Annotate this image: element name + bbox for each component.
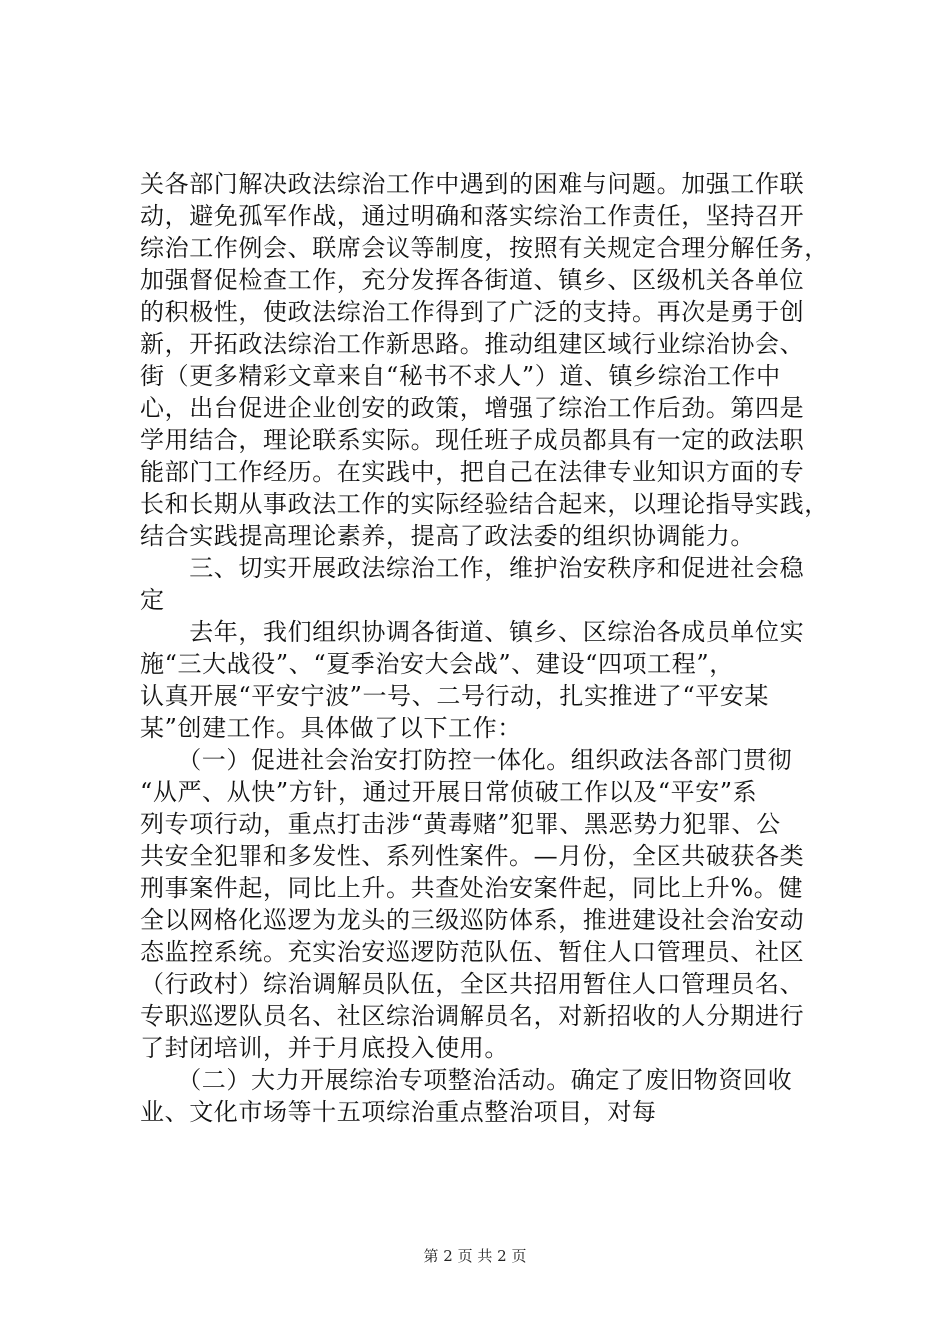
text-line: 结合实践提高理论素养，提高了政法委的组织协调能力。 (140, 522, 755, 550)
text-line: 加强督促检查工作，充分发挥各街道、镇乡、区级机关各单位 (140, 266, 805, 294)
page-footer: 第 2 页 共 2 页 (423, 1247, 527, 1265)
text-line: 态监控系统。充实治安巡逻防范队伍、暂住人口管理员、社区 (140, 938, 805, 966)
text-line: 列专项行动，重点打击涉“黄毒赌”犯罪、黑恶势力犯罪、公 (140, 810, 781, 838)
text-line: 某”创建工作。具体做了以下工作： (140, 714, 522, 742)
text-line: 定 (140, 586, 165, 614)
text-line: （行政村）综治调解员队伍，全区共招用暂住人口管理员名、 (140, 970, 805, 998)
text-line: 刑事案件起，同比上升。共查处治安案件起，同比上升%。健 (140, 874, 804, 902)
text-line: （一）促进社会治安打防控一体化。组织政法各部门贯彻 (140, 746, 793, 774)
text-line: 三、切实开展政法综治工作，维护治安秩序和促进社会稳 (140, 554, 805, 582)
text-line: 的积极性，使政法综治工作得到了广泛的支持。再次是勇于创 (140, 298, 805, 326)
text-line: 学用结合，理论联系实际。现任班子成员都具有一定的政法职 (140, 426, 805, 454)
text-line: 长和长期从事政法工作的实际经验结合起来，以理论指导实践， (140, 490, 829, 518)
text-line: 共安全犯罪和多发性、系列性案件。—月份，全区共破获各类 (140, 842, 805, 870)
text-line: （二）大力开展综治专项整治活动。确定了废旧物资回收 (140, 1066, 793, 1094)
text-line: 业、文化市场等十五项综治重点整治项目，对每 (140, 1098, 657, 1126)
text-line: 能部门工作经历。在实践中，把自己在法律专业知识方面的专 (140, 458, 805, 486)
text-line: 施“三大战役”、“夏季治安大会战”、建设“四项工程”， (140, 650, 734, 678)
text-line: 街（更多精彩文章来自“秘书不求人”）道、镇乡综治工作中 (140, 362, 781, 390)
text-line: 专职巡逻队员名、社区综治调解员名，对新招收的人分期进行 (140, 1002, 805, 1030)
text-line: 去年，我们组织协调各街道、镇乡、区综治各成员单位实 (140, 618, 805, 646)
text-line: 了封闭培训，并于月底投入使用。 (140, 1034, 509, 1062)
text-line: 全以网格化巡逻为龙头的三级巡防体系，推进建设社会治安动 (140, 906, 805, 934)
text-line: 动，避免孤军作战，通过明确和落实综治工作责任，坚持召开 (140, 202, 805, 230)
document-body (140, 168, 830, 1128)
text-line: “从严、从快”方针，通过开展日常侦破工作以及“平安”系 (140, 778, 758, 806)
text-line: 新，开拓政法综治工作新思路。推动组建区域行业综治协会、 (140, 330, 805, 358)
text-line: 认真开展“平安宁波”一号、二号行动，扎实推进了“平安某 (140, 682, 770, 710)
text-line: 关各部门解决政法综治工作中遇到的困难与问题。加强工作联 (140, 170, 805, 198)
text-line: 心，出台促进企业创安的政策，增强了综治工作后劲。第四是 (140, 394, 805, 422)
text-line: 综治工作例会、联席会议等制度，按照有关规定合理分解任务， (140, 234, 829, 262)
